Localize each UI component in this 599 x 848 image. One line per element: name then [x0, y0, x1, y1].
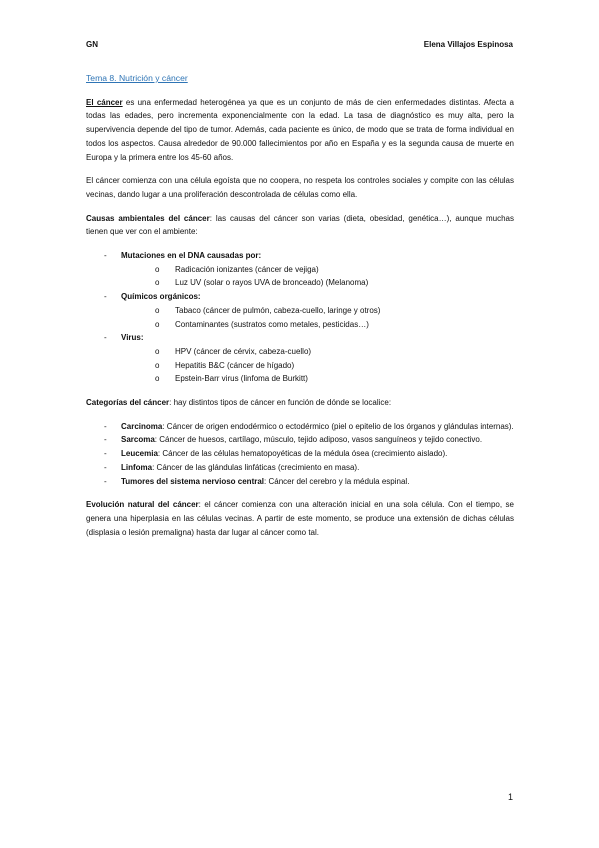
causas-heading: Causas ambientales del cáncer: [86, 213, 210, 223]
page-number: 1: [507, 792, 513, 802]
evolucion-heading: Evolución natural del cáncer: [86, 500, 199, 510]
causa-group: [86, 290, 514, 331]
header-left: GN: [86, 40, 98, 49]
dash-bullet: -: [104, 435, 107, 445]
categorias-text: : hay distintos tipos de cáncer en función de dónde se localice:: [169, 398, 392, 408]
circle-bullet-icon: o: [155, 346, 160, 356]
header-author: Elena Villajos Espinosa: [423, 40, 513, 49]
evolucion-text: : el cáncer comienza con una alteración inicial en una sola célula. Con el tiempo, se genera una hiperplasia en las células vecinas. A partir de este momento, se produce una extensión de dichas células (displasia o lesión premaligna) hasta dar lugar al cáncer como tal.: [86, 500, 514, 537]
circle-bullet-icon: o: [155, 278, 160, 288]
causa-item: o HPV (cáncer de cérvix, cabeza-cuello): [121, 345, 514, 359]
dash-bullet: -: [104, 421, 107, 431]
dash-bullet: -: [104, 476, 107, 486]
evolucion-paragraph: [86, 498, 514, 539]
causa-item: o Contaminantes (sustratos como metales, pesticidas…): [121, 318, 514, 332]
dash-bullet: -: [104, 449, 107, 459]
dash-bullet: -: [104, 251, 107, 261]
causa-group: [86, 249, 514, 290]
document-body: [86, 72, 514, 549]
causa-group-label: Químicos orgánicos:: [121, 292, 201, 302]
circle-bullet-icon: o: [155, 305, 160, 315]
categorias-heading: Categorías del cáncer: [86, 398, 170, 408]
dash-bullet: -: [104, 292, 107, 302]
circle-bullet-icon: o: [155, 360, 160, 370]
causa-item: o Tabaco (cáncer de pulmón, cabeza-cuello, laringe y otros): [121, 304, 514, 318]
causa-item: o Hepatitis B&C (cáncer de hígado): [121, 359, 514, 373]
causa-group-label: Virus:: [121, 333, 144, 343]
circle-bullet-icon: o: [155, 319, 160, 329]
categoria-item: - Sarcoma: Cáncer de huesos, cartílago, músculo, tejido adiposo, vasos sanguíneos y tejido conectivo.: [86, 433, 514, 447]
intro-term: El cáncer: [86, 97, 123, 107]
categorias-paragraph: [86, 396, 514, 410]
categorias-list: [86, 420, 514, 489]
paragraph-2: El cáncer comienza con una célula egoísta que no coopera, no respeta los controles sociales y compite con las células vecinas, dando lugar a una proliferación descontrolada de células como ella.: [86, 176, 514, 199]
causa-item: o Luz UV (solar o rayos UVA de bronceado) (Melanoma): [121, 276, 514, 290]
causas-text: : las causas del cáncer son varias (dieta, obesidad, genética…), aunque muchas tienen que ver con el ambiente:: [86, 213, 514, 237]
circle-bullet-icon: o: [155, 264, 160, 274]
causa-item: o Radicación ionizantes (cáncer de vejiga): [121, 263, 514, 277]
causas-list: [86, 249, 514, 386]
categoria-item: - Carcinoma: Cáncer de origen endodérmico o ectodérmico (piel o epitelio de los órganos y glándulas internas).: [86, 420, 514, 434]
causa-group-label: Mutaciones en el DNA causadas por:: [121, 251, 262, 261]
intro-text: es una enfermedad heterogénea ya que es un conjunto de más de cien enfermedades distintas. Afecta a todas las edades, pero incrementa exponencialmente con la edad. La tasa de diagnóstico es muy alta, pero la supervivencia depende del tipo de tumor. Además, cada paciente es único, de modo que se trata de forma individual en todos los aspectos. Causa alrededor de 90.000 fallecimientos por año en España y es la segunda causa de muerte en Europa y la primera entre los 45-60 años.: [86, 97, 514, 162]
intro-paragraph: [86, 96, 514, 165]
section-title: Tema 8. Nutrición y cáncer: [86, 73, 188, 83]
dash-bullet: -: [104, 462, 107, 472]
causa-group: [86, 331, 514, 386]
categoria-item: - Linfoma: Cáncer de las glándulas linfáticas (crecimiento en masa).: [86, 461, 514, 475]
causa-item: o Epstein-Barr virus (linfoma de Burkitt): [121, 372, 514, 386]
categoria-item: - Tumores del sistema nervioso central: Cáncer del cerebro y la médula espinal.: [86, 475, 514, 489]
causas-paragraph: [86, 212, 514, 239]
circle-bullet-icon: o: [155, 374, 160, 384]
dash-bullet: -: [104, 333, 107, 343]
categoria-item: - Leucemia: Cáncer de las células hematopoyéticas de la médula ósea (crecimiento aislado).: [86, 447, 514, 461]
